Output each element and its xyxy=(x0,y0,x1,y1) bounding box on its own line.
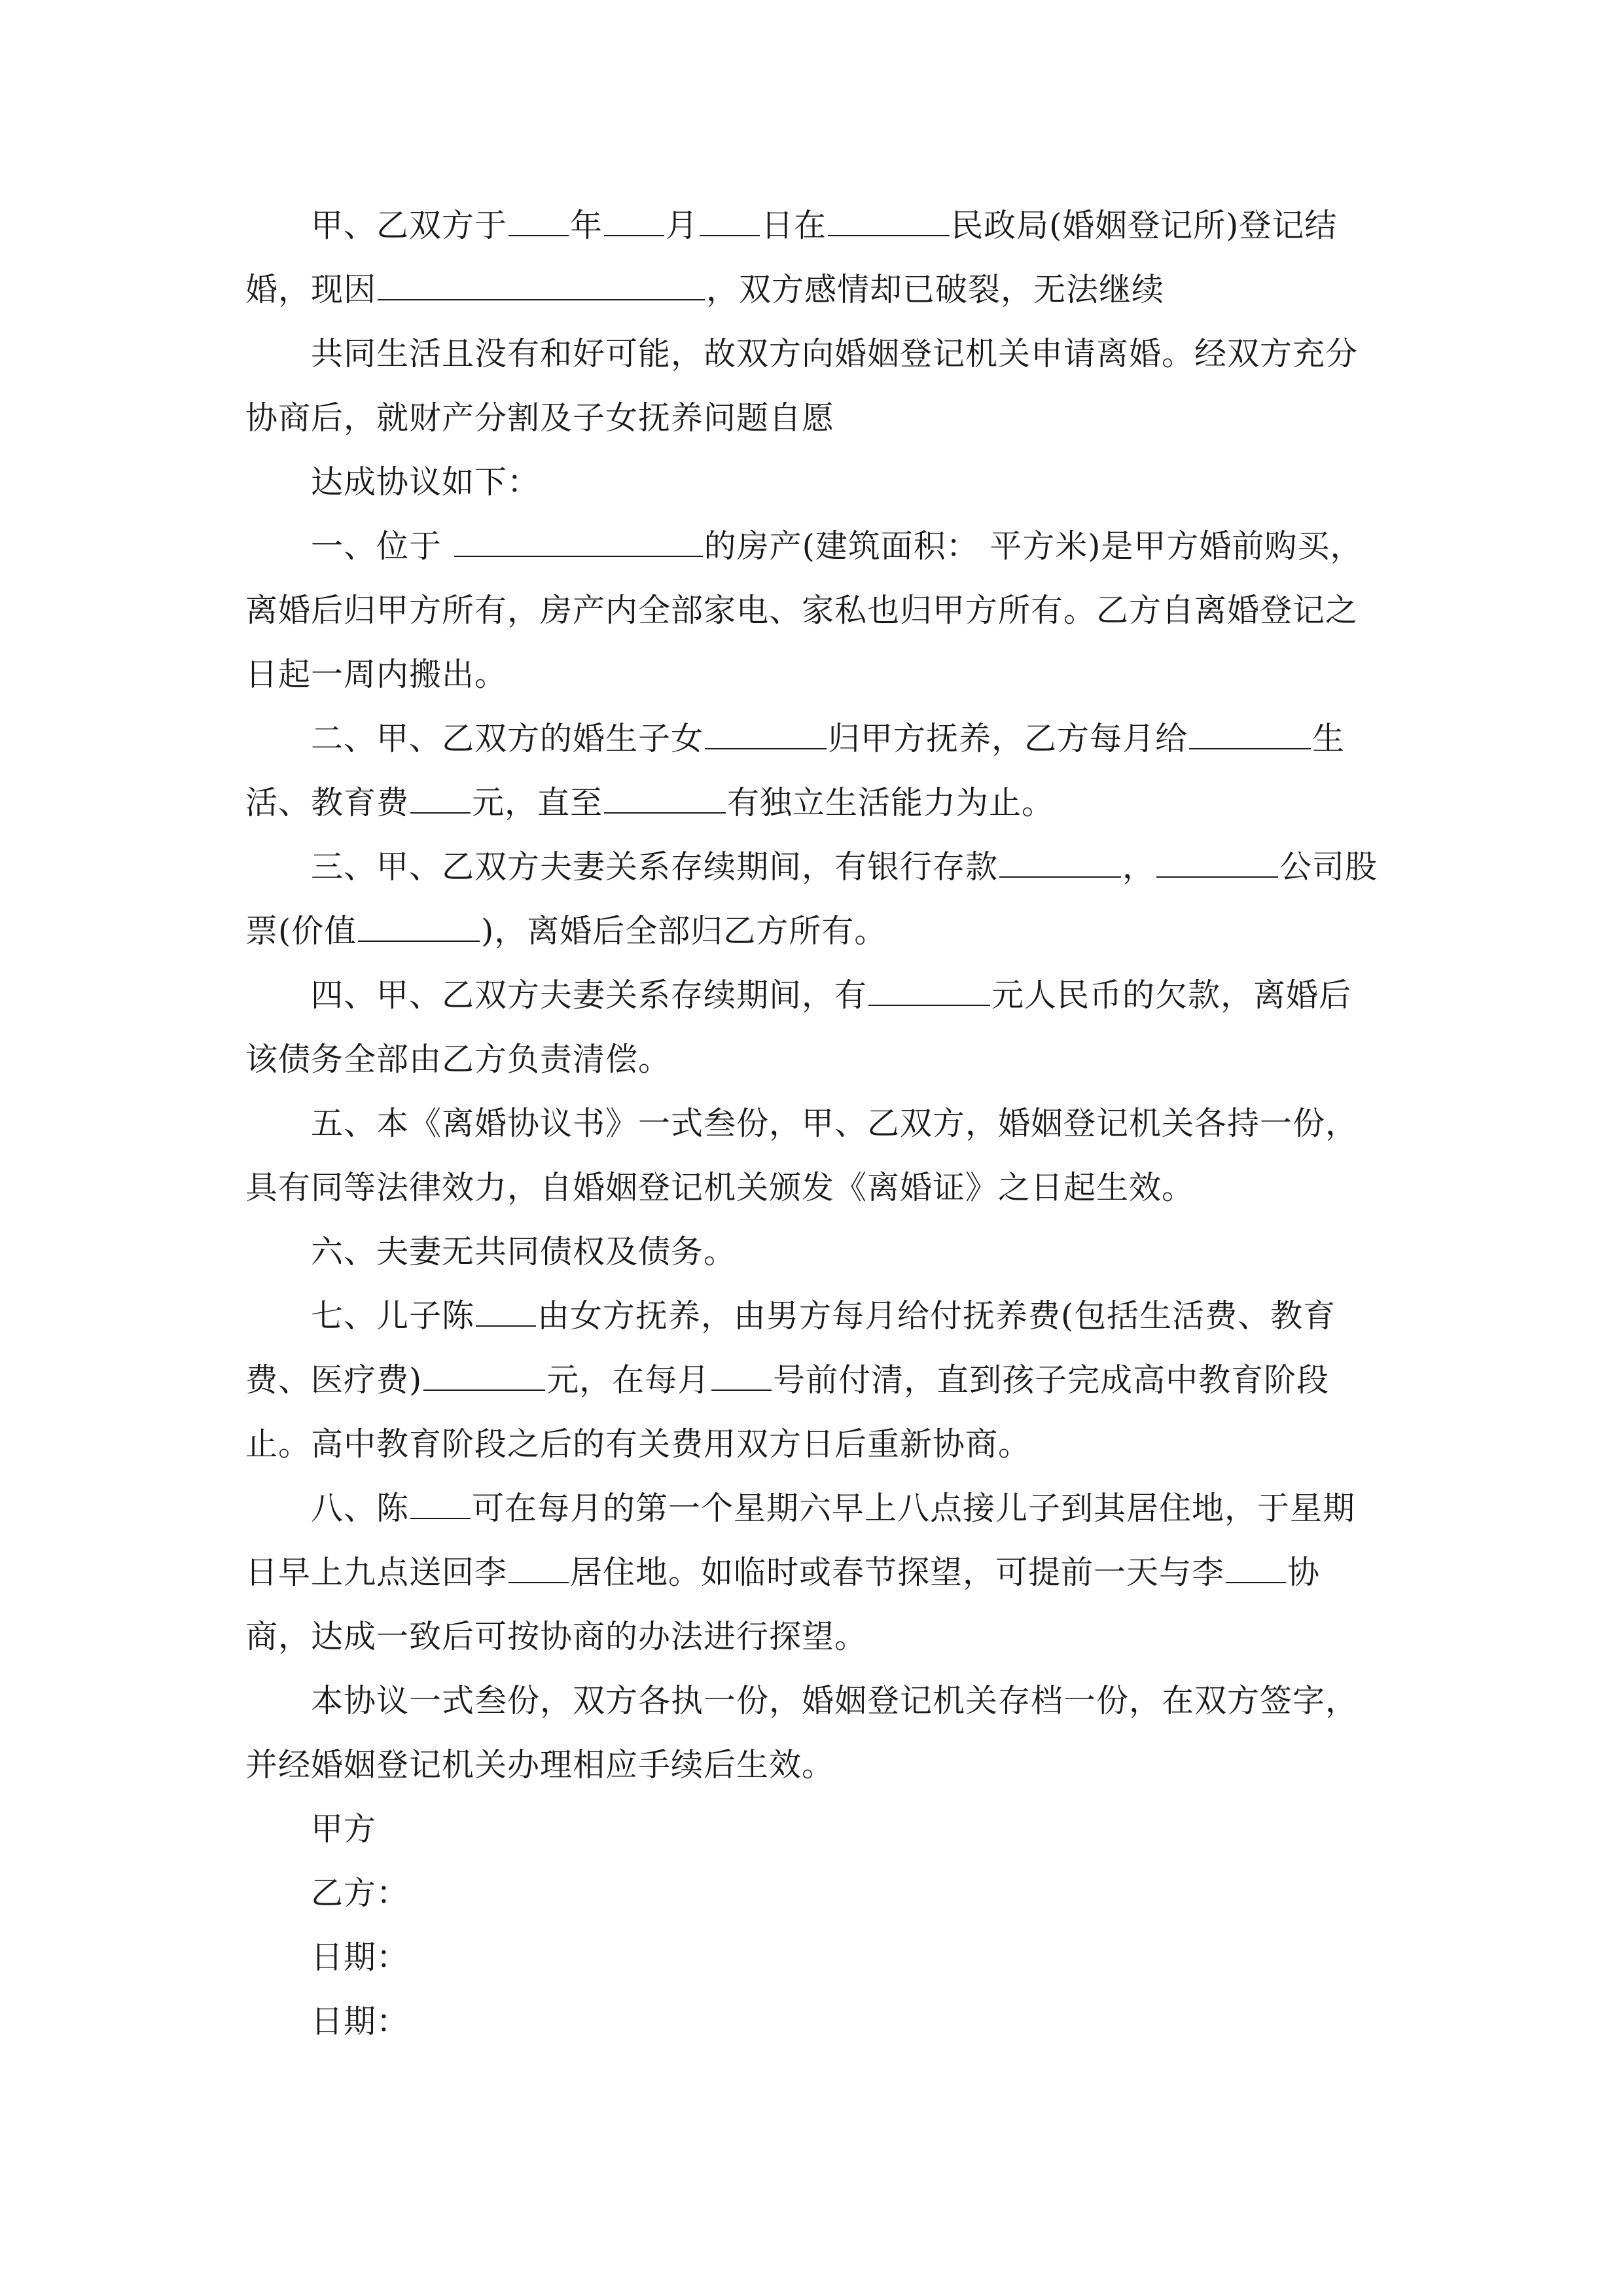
paragraph-agreement-intro: 达成协议如下： xyxy=(311,463,541,501)
month-blank xyxy=(604,209,664,236)
father-name-blank xyxy=(410,1492,471,1519)
text: 日在 xyxy=(761,207,827,244)
reason-blank xyxy=(378,273,705,300)
text: 一、位于 xyxy=(311,528,442,565)
signature-date-1: 日期： xyxy=(311,1939,410,1976)
support-amount-blank xyxy=(423,1363,545,1391)
text: 月 xyxy=(666,207,699,244)
text: 可在每月的第一个星期六早上八点接儿子到其居住地，于星期日早上九点送回李 xyxy=(245,1490,1356,1591)
clause-6-no-debts: 六、夫妻无共同债权及债务。 xyxy=(311,1233,737,1270)
mother-name-blank xyxy=(508,1556,569,1583)
text: 甲、乙双方于 xyxy=(311,207,508,244)
text: 二、甲、乙双方的婚生子女 xyxy=(311,720,704,757)
agreement-body xyxy=(245,194,1384,2054)
text: ， xyxy=(1122,848,1156,886)
mother-name-blank-2 xyxy=(1226,1556,1286,1583)
clause-3-savings xyxy=(245,835,1384,963)
company-blank xyxy=(1156,850,1278,878)
paragraph-application: 共同生活且没有和好可能，故双方向婚姻登记机关申请离婚。经双方充分协商后，就财产分割及子女抚养问题自愿 xyxy=(245,335,1359,437)
paragraph-marriage-registration xyxy=(245,194,1384,322)
text: 元，在每月 xyxy=(546,1361,711,1399)
stock-value-blank xyxy=(358,914,480,942)
text: 民政局(婚姻登记所)登记结婚，现因 xyxy=(245,207,1338,308)
signature-party-a: 甲方 xyxy=(311,1810,377,1848)
clause-1-property xyxy=(245,514,1384,707)
text: 年 xyxy=(570,207,603,244)
text: 的房产(建筑面积： 平方米)是甲方婚前购买，离婚后归甲方所有，房产内全部家电、家私也归甲方所有。乙方自离婚登记之日起一周内搬出。 xyxy=(245,528,1363,693)
text: ，双方感情却已破裂，无法继续 xyxy=(706,271,1165,308)
text: 归甲方抚养，乙方每月给 xyxy=(828,720,1188,757)
until-blank xyxy=(604,786,726,814)
text: 七、儿子陈 xyxy=(311,1297,475,1335)
signature-party-b: 乙方： xyxy=(311,1874,410,1912)
text: 协商，达成一致后可按协商的办法进行探望。 xyxy=(245,1554,1321,1655)
clause-2-child-custody xyxy=(245,707,1384,835)
text: 居住地。如临时或春节探望，可提前一天与李 xyxy=(570,1554,1225,1591)
text: 八、陈 xyxy=(311,1490,410,1527)
clause-8-visitation xyxy=(245,1477,1384,1669)
text: 由女方抚养，由男方每月给付抚养费(包括生活费、教育费、医疗费) xyxy=(245,1297,1336,1399)
child-name-blank xyxy=(705,722,827,749)
recipient-blank xyxy=(1189,722,1311,749)
year-blank xyxy=(508,209,569,236)
text: 号前付清，直到孩子完成高中教育阶段止。高中教育阶段之后的有关费用双方日后重新协商。 xyxy=(245,1361,1330,1463)
payment-day-blank xyxy=(711,1363,772,1391)
text: 生活、教育费 xyxy=(245,720,1346,821)
son-name-blank xyxy=(476,1299,536,1327)
text: 元，直至 xyxy=(472,784,603,821)
text: 三、甲、乙双方夫妻关系存续期间，有银行存款 xyxy=(311,848,999,886)
text: 有独立生活能力为止。 xyxy=(727,784,1055,821)
signature-date-2: 日期： xyxy=(311,2003,410,2040)
text: 公司股票(价值 xyxy=(245,848,1378,950)
amount-blank xyxy=(410,786,471,814)
deposit-blank xyxy=(999,850,1121,878)
debt-amount-blank xyxy=(868,978,990,1006)
property-location-blank xyxy=(454,529,703,557)
day-blank xyxy=(700,209,760,236)
bureau-blank xyxy=(828,209,950,236)
text: 元人民币的欠款，离婚后该债务全部由乙方负责清偿。 xyxy=(245,977,1352,1078)
clause-5-copies: 五、本《离婚协议书》一式叁份，甲、乙双方，婚姻登记机关各持一份，具有同等法律效力，自婚姻登记机关颁发《离婚证》之日起生效。 xyxy=(245,1105,1359,1206)
paragraph-effectiveness: 本协议一式叁份，双方各执一份，婚姻登记机关存档一份，在双方签字，并经婚姻登记机关办理相应手续后生效。 xyxy=(245,1682,1359,1784)
text: )，离婚后全部归乙方所有。 xyxy=(481,912,887,950)
clause-7-child-support xyxy=(245,1284,1384,1477)
text: 四、甲、乙双方夫妻关系存续期间，有 xyxy=(311,977,868,1014)
clause-4-debt xyxy=(245,963,1384,1092)
